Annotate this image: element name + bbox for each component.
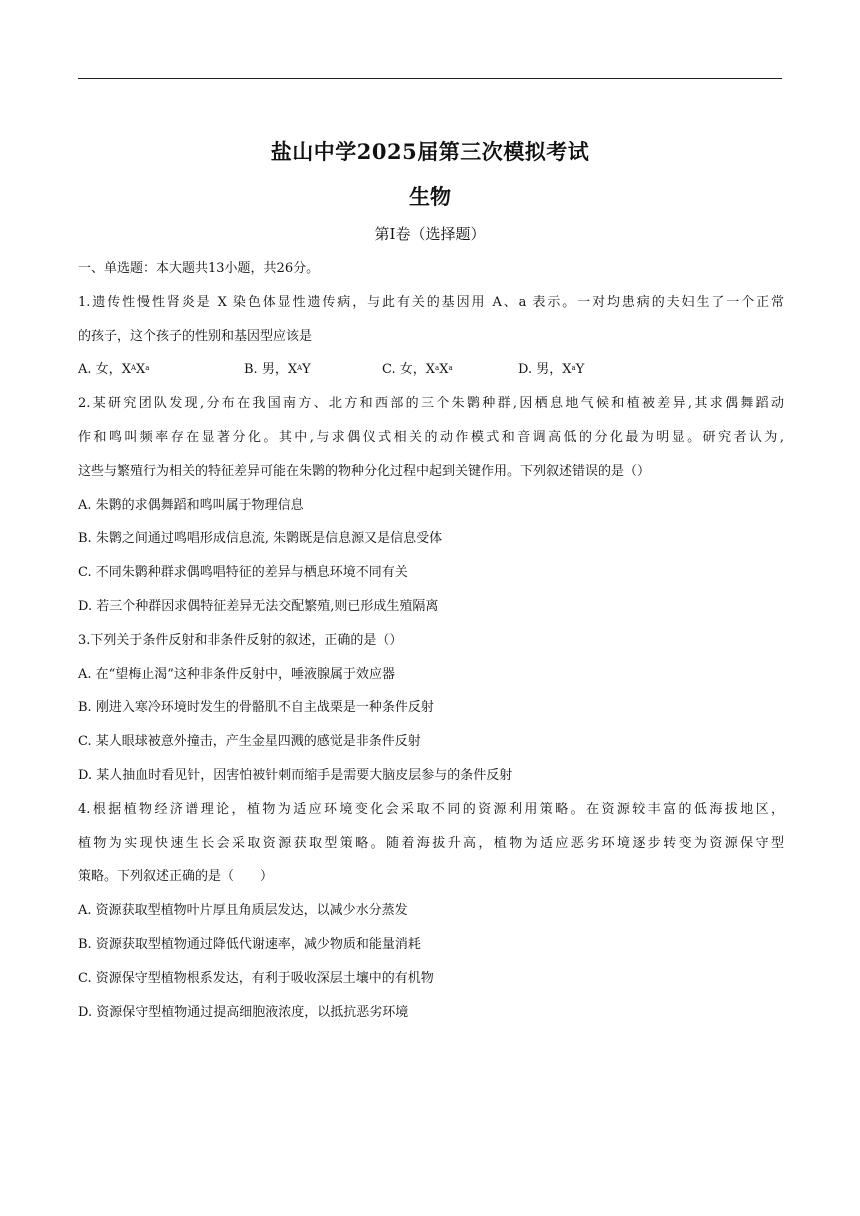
question-1-option-d: D. 男，$X^aY$ xyxy=(518,362,585,378)
question-2-option-c: C. 不同朱鹮种群求偶鸣唱特征的差异与栖息环境不同有关 xyxy=(78,565,408,581)
question-1-stem-line-2: 的孩子，这个孩子的性别和基因型应该是 xyxy=(78,328,313,344)
question-3-stem-line-1: 3.下列关于条件反射和非条件反射的叙述，正确的是（） xyxy=(78,632,403,648)
question-1-option-c: C. 女，$X^aX^a$ xyxy=(382,362,453,378)
question-2-option-d: D. 若三个种群因求偶特征差异无法交配繁殖,则已形成生殖隔离 xyxy=(78,598,439,614)
question-4-option-c: C. 资源保守型植物根系发达，有利于吸收深层土壤中的有机物 xyxy=(78,970,434,986)
question-1-stem-line-1: 1.遗传性慢性肾炎是 X 染色体显性遗传病，与此有关的基因用 A、a 表示。一对均患病的夫妇生了一个正常 xyxy=(78,294,784,310)
question-3-option-d: D. 某人抽血时看见针，因害怕被针刺而缩手是需要大脑皮层参与的条件反射 xyxy=(78,767,513,783)
question-1-options xyxy=(78,357,784,391)
subject-title: 生物 xyxy=(409,184,451,209)
question-3-option-b: B. 刚进入寒冷环境时发生的骨骼肌不自主战栗是一种条件反射 xyxy=(78,700,434,716)
exam-content xyxy=(78,256,784,1033)
question-4-option-d: D. 资源保守型植物通过提高细胞液浓度，以抵抗恶劣环境 xyxy=(78,1004,409,1020)
question-4-stem-line-3: 策略。下列叙述正确的是（ ） xyxy=(78,869,274,885)
question-4-option-b: B. 资源获取型植物通过降低代谢速率，减少物质和能量消耗 xyxy=(78,936,421,952)
section-heading: 一、单选题：本大题共13小题，共26分。 xyxy=(78,261,320,276)
question-4-stem-line-2: 植物为实现快速生长会采取资源获取型策略。随着海拔升高，植物为适应恶劣环境逐步转变为资源保守型 xyxy=(78,835,784,851)
volume-label: 第Ⅰ卷（选择题） xyxy=(374,225,486,243)
question-2-stem-line-3: 这些与繁殖行为相关的特征差异可能在朱鹮的物种分化过程中起到关键作用。下列叙述错误的是（） xyxy=(78,463,651,479)
question-2-option-b: B. 朱鹮之间通过鸣唱形成信息流, 朱鹮既是信息源又是信息受体 xyxy=(78,531,443,547)
question-1-option-b: B. 男，$X^AY$ xyxy=(244,362,311,378)
question-4-option-a: A. 资源获取型植物叶片厚且角质层发达，以减少水分蒸发 xyxy=(78,903,408,919)
question-3-option-a: A. 在“望梅止渴”这种非条件反射中，唾液腺属于效应器 xyxy=(78,666,395,682)
header-rule xyxy=(78,78,782,79)
question-1-option-a: A. 女，$X^AX^a$ xyxy=(78,362,150,378)
question-2-stem-line-2: 作和鸣叫频率存在显著分化。其中,与求偶仪式相关的动作模式和音调高低的分化最为明显。研究者认为, xyxy=(78,429,784,445)
question-4-stem-line-1: 4.根据植物经济谱理论，植物为适应环境变化会采取不同的资源利用策略。在资源较丰富的低海拔地区， xyxy=(78,801,784,817)
question-2-option-a: A. 朱鹮的求偶舞蹈和鸣叫属于物理信息 xyxy=(78,497,304,513)
question-3-option-c: C. 某人眼球被意外撞击，产生金星四溅的感觉是非条件反射 xyxy=(78,734,421,750)
question-2-stem-line-1: 2.某研究团队发现,分布在我国南方、北方和西部的三个朱鹮种群,因栖息地气候和植被差异,其求偶舞蹈动 xyxy=(78,396,784,412)
exam-title: 盐山中学2025届第三次模拟考试 xyxy=(270,139,590,164)
